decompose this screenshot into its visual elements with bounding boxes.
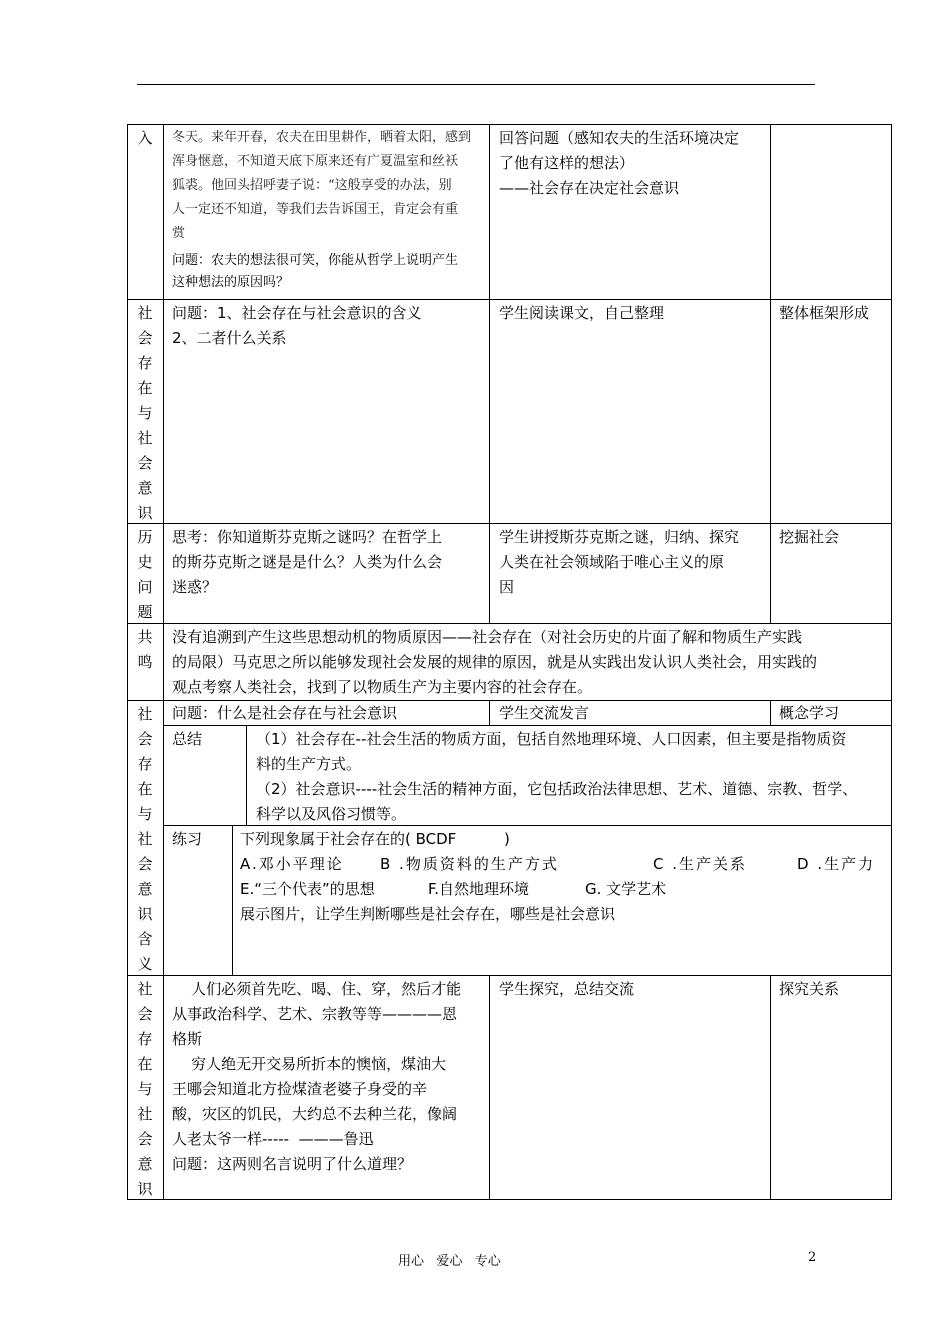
row3-activity: 人类在社会领域陷于唯心主义的原	[499, 553, 725, 571]
row6-line: 问题：这两则名言说明了什么道理？	[172, 1155, 413, 1173]
row5-option: C .生产关系	[653, 855, 748, 873]
row1-line: 冬天。来年开春，农夫在田里耕作，晒着太阳，感到	[172, 130, 472, 145]
row6-activity-cell	[489, 975, 771, 1200]
row1-question: 这种想法的原因吗？	[172, 275, 290, 290]
header-rule	[137, 84, 815, 85]
row4-line: 的局限）马克思之所以能够发现社会发展的规律的原因，就是从实践出发认识人类社会，用实践的	[172, 653, 818, 671]
row5-summary-line: （1）社会存在--社会生活的物质方面，包括自然地理环境、人口因素，但主要是指物质资	[256, 730, 847, 748]
row5-option: B .物质资料的生产方式	[380, 855, 559, 873]
row2-goal: 整体框架形成	[779, 304, 870, 322]
row5-summary-line: （2）社会意识----社会生活的精神方面，它包括政治法律思想、艺术、道德、宗教、哲学、	[256, 780, 858, 798]
row2-activity: 学生阅读课文，自己整理	[499, 304, 665, 322]
row6-goal-cell	[770, 975, 892, 1200]
row3-label: 历 史 问 题	[137, 528, 153, 621]
row6-line: 人们必须首先吃、喝、住、穿，然后才能	[172, 980, 462, 998]
row5-option: F.自然地理环境	[428, 880, 529, 898]
row1-activity: ——社会存在决定社会意识	[499, 179, 680, 197]
row1-activity: 回答问题（感知农夫的生活环境决定	[499, 129, 740, 147]
row1-line: 浑身惬意，不知道天底下原来还有广夏温室和丝袄	[172, 154, 459, 169]
row4-line: 观点考察人类社会，找到了以物质生产为主要内容的社会存在。	[172, 678, 593, 696]
row5-summary-line: 科学以及风俗习惯等。	[256, 805, 407, 823]
row6-activity: 学生探究，总结交流	[499, 980, 635, 998]
footer-motto: 用心 爱心 专心	[398, 1254, 501, 1269]
row2-label: 社 会 存 在 与 社 会 意 识	[137, 304, 153, 522]
row1-activity: 了他有这样的想法）	[499, 154, 635, 172]
row3-goal: 挖掘社会	[779, 528, 840, 546]
row3-line: 思考：你知道斯芬克斯之谜吗？在哲学上	[172, 528, 443, 546]
row1-goal-cell	[770, 124, 892, 300]
row5-summary-line: 料的生产方式。	[256, 755, 362, 773]
row5-activity: 学生交流发言	[499, 704, 590, 722]
row5-exercise-question: 下列现象属于社会存在的( BCDF )	[240, 830, 510, 848]
row5-summary-label: 总结	[172, 730, 203, 748]
row5-exercise-note: 展示图片，让学生判断哪些是社会存在，哪些是社会意识	[240, 905, 616, 923]
row6-line: 格斯	[172, 1030, 203, 1048]
row6-line: 酸，灾区的饥民，大约总不去种兰花，像阔	[172, 1105, 458, 1123]
row6-goal: 探究关系	[779, 980, 840, 998]
row5-option: A.邓小平理论	[240, 855, 344, 873]
row1-line: 狐裘。他回头招呼妻子说：“这般享受的办法，别	[172, 178, 452, 193]
row3-activity: 因	[499, 578, 515, 596]
row5-option: D .生产力	[797, 855, 876, 873]
row2-goal-cell	[770, 299, 892, 524]
row4-label: 共 鸣	[137, 628, 153, 671]
row5-label: 社 会 存 在 与 社 会 意 识 含 义	[137, 705, 153, 973]
row6-label: 社 会 存 在 与 社 会 意 识	[137, 980, 153, 1198]
row6-line: 王哪会知道北方捡煤渣老婆子身受的辛	[172, 1080, 428, 1098]
page-number: 2	[808, 1250, 817, 1265]
row1-line: 赏	[172, 226, 186, 241]
row3-line: 迷惑？	[172, 578, 218, 596]
row5-goal: 概念学习	[779, 704, 840, 722]
row1-line: 人一定还不知道，等我们去告诉国王，肯定会有重	[172, 202, 459, 217]
row2-activity-cell	[489, 299, 771, 524]
row6-line: 人老太爷一样----- ———鲁迅	[172, 1130, 374, 1148]
row1-question: 问题：农夫的想法很可笑，你能从哲学上说明产生	[172, 253, 459, 268]
row5-exercise-label: 练习	[172, 830, 203, 848]
row2-line: 问题：1、社会存在与社会意识的含义	[172, 304, 422, 322]
row3-line: 的斯芬克斯之谜是是什么？人类为什么会	[172, 553, 443, 571]
row6-line: 穷人绝无开交易所折本的懊恼，煤油大	[172, 1055, 447, 1073]
row5-question: 问题：什么是社会存在与社会意识	[172, 704, 398, 722]
row1-label: 入	[137, 129, 153, 147]
row2-line: 2、二者什么关系	[172, 329, 287, 347]
row5-option: G. 文学艺术	[585, 880, 667, 898]
row6-line: 从事政治科学、艺术、宗教等等————恩	[172, 1005, 458, 1023]
row5-option: E.“三个代表”的思想	[240, 880, 375, 898]
row3-activity: 学生讲授斯芬克斯之谜，归纳、探究	[499, 528, 740, 546]
row4-line: 没有追溯到产生这些思想动机的物质原因——社会存在（对社会历史的片面了解和物质生产实践	[172, 628, 803, 646]
